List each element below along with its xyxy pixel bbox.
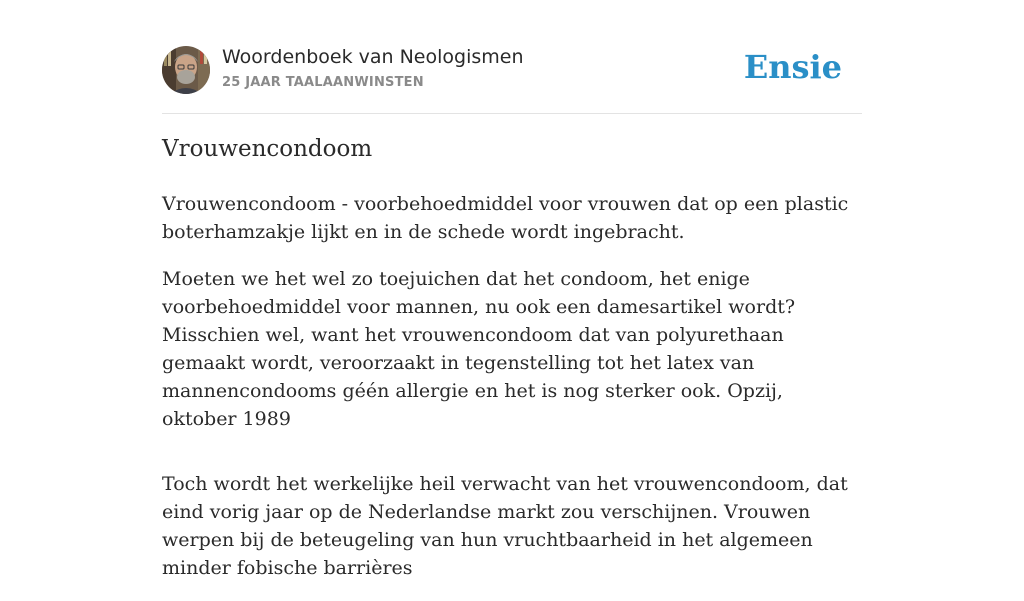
site-subtitle: 25 JAAR TAALAANWINSTEN (222, 75, 424, 90)
header (162, 46, 862, 96)
author-avatar[interactable] (162, 46, 210, 94)
header-divider (162, 113, 862, 114)
ensie-logo[interactable]: Ensie (743, 48, 842, 86)
avatar-portrait-icon (162, 46, 210, 94)
site-title[interactable]: Woordenboek van Neologismen (222, 46, 524, 68)
entry-definition: Vrouwencondoom - voorbehoedmiddel voor vrouwen dat op een plastic boterhamzakje lijkt en in de schede wordt ingebracht. (162, 193, 849, 243)
entry-title: Vrouwencondoom (162, 136, 373, 162)
entry-content (162, 190, 862, 601)
entry-quote-2: Toch wordt het werkelijke heil verwacht van het vrouwencondoom, dat eind vorig jaar op de Nederlandse markt zou verschijnen. Vrouwen werpen bij de beteugeling van hun vruchtbaarheid in het algemeen minder fobische barrières (162, 473, 848, 579)
entry-quote-1: Moeten we het wel zo toejuichen dat het condoom, het enige voorbehoedmiddel voor mannen, nu ook een damesartikel wordt? Misschien wel, want het vrouwencondoom dat van polyurethaan gemaakt wordt, veroorzaakt in tegenstelling tot het latex van mannencondooms géén allergie en het is nog sterker ook. Opzij, oktober 1989 (162, 268, 796, 430)
